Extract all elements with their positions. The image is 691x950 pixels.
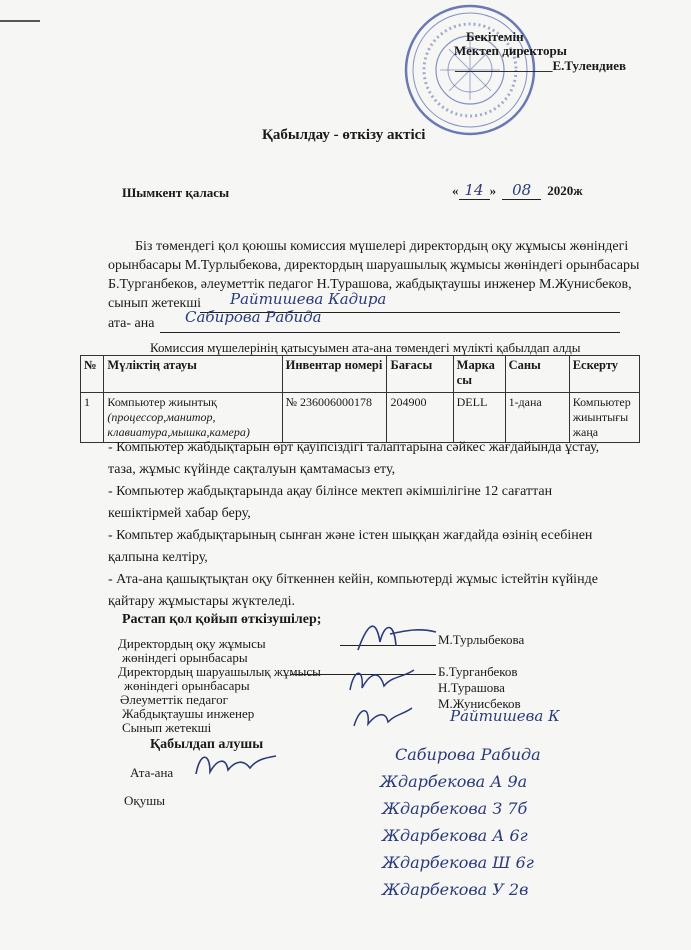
cell-name-main: Компьютер жиынтық (107, 395, 217, 409)
obligation-line: таза, жұмыс күйінде сақталуын қамтамасыз ету, (108, 462, 396, 477)
cell-note: Компьютер жиынтығы жаңа (569, 393, 639, 443)
receiver-handwritten: Ждарбекова Ш 6г (382, 853, 534, 872)
intro-line-3: Б.Турганбеков, әлеуметтік педагог Н.Турашова, жабдықтаушы инженер М.Жунисбеков, (108, 277, 632, 292)
obligation-line: кешіктірмей хабар беру, (108, 506, 251, 521)
cell-num: 1 (81, 393, 104, 443)
signature-mark (340, 660, 420, 696)
signer-name-handwritten: Райтишева К (450, 707, 560, 725)
date-month: 08 (502, 181, 541, 200)
cell-name-detail: (процессор,манитор, клавиатура,мышка,камера) (107, 410, 250, 439)
intro-line-2: орынбасары М.Турлыбекова, директордың шаруашылық жұмысы жөніндегі орынбасары (108, 258, 640, 273)
receiver-handwritten: Сабирова Рабида (395, 745, 541, 764)
receiver-handwritten: Ждарбекова А 9а (380, 772, 528, 791)
obligation-line: - Компьютер жабдықтарын өрт қауіпсіздігі талаптарына сәйкес жағдайында ұстау, (108, 440, 600, 455)
cell-brand: DELL (453, 393, 505, 443)
approval-line-3: _______________Е.Тулендиев (455, 58, 627, 73)
header-note: Ескерту (569, 356, 639, 393)
receivers-title: Қабылдап алушы (150, 737, 264, 752)
signer-name: Б.Турганбеков (438, 664, 518, 679)
approval-line-1: Бекітемін (466, 29, 524, 44)
header-price: Бағасы (387, 356, 453, 393)
cell-qty: 1-дана (505, 393, 569, 443)
parent-name: Сабирова Рабида (185, 308, 322, 326)
parent-label: ата- ана (108, 316, 155, 331)
signer-role: жөніндегі орынбасары (124, 678, 250, 693)
receiver-handwritten: Ждарбекова А 6г (382, 826, 528, 845)
student-role-label: Оқушы (124, 793, 165, 808)
property-table (80, 355, 640, 443)
header-inventory: Инвентар номері (282, 356, 387, 393)
signers-title: Растап қол қойып өткізушілер; (122, 612, 322, 627)
page-title: Қабылдау - өткізу актісі (262, 127, 426, 143)
signer-role: Әлеуметтік педагог (120, 692, 228, 707)
signature-mark (350, 612, 440, 658)
signer-name: М.Турлыбекова (438, 632, 525, 647)
signature-mark (190, 746, 280, 780)
table-header-row (81, 356, 640, 393)
signer-name: М.Жунисбеков (438, 696, 521, 711)
signature-mark (348, 700, 418, 732)
obligation-line: - Ата-ана қашықтықтан оқу біткеннен кейін, компьютерді жұмыс істейтін күйінде (108, 572, 598, 587)
obligation-line: қалпына келтіру, (108, 550, 208, 565)
cell-name (104, 393, 282, 443)
header-brand: Марка сы (453, 356, 505, 393)
date-open-quote: « (452, 183, 459, 198)
receiver-handwritten: Ждарбекова У 2в (382, 880, 529, 899)
approval-line-2: Мектеп директоры (454, 43, 567, 58)
date-day: 14 (459, 181, 490, 200)
signer-role: Директордың оқу жұмысы (118, 636, 266, 651)
obligation-line: - Компьютер жабдықтарында ақау білінсе мектеп әкімшілігіне 12 сағаттан (108, 484, 553, 499)
header-num: № (81, 356, 104, 393)
table-caption: Комиссия мүшелерінің қатысуымен ата-ана төмендегі мүлікті қабылдап алды (150, 340, 581, 355)
signer-role: Сынып жетекші (122, 720, 212, 735)
receiver-handwritten: Ждарбекова З 7б (382, 799, 528, 818)
obligation-line: қайтару жұмыстары жүктеледі. (108, 594, 296, 609)
intro-line-1: Біз төмендегі қол қоюшы комиссия мүшелері директордың оқу жұмысы жөніндегі (135, 239, 629, 254)
header-qty: Саны (505, 356, 569, 393)
cell-price: 204900 (387, 393, 453, 443)
city: Шымкент қаласы (122, 185, 230, 200)
table-row (81, 393, 640, 443)
class-teacher-label: сынып жетекші (108, 296, 202, 311)
signer-role: Жабдықтаушы инженер (122, 706, 255, 721)
cell-inventory: № 236006000178 (282, 393, 387, 443)
date-year: 2020ж (547, 183, 583, 198)
class-teacher-name: Райтишева Кадира (230, 290, 387, 308)
scan-mark (0, 20, 40, 22)
parent-line (160, 332, 620, 333)
date-line (452, 181, 583, 199)
signer-name: Н.Турашова (438, 680, 505, 695)
signer-role: Директордың шаруашылық жұмысы (118, 664, 321, 679)
date-close-quote: » (489, 183, 497, 198)
signer-role: жөніндегі орынбасары (122, 650, 248, 665)
parent-role-label: Ата-ана (130, 765, 174, 780)
obligation-line: - Компьтер жабдықтарының сынған және істен шыққан жағдайда өзінің есебінен (108, 528, 593, 543)
header-name: Мүліктің атауы (104, 356, 282, 393)
